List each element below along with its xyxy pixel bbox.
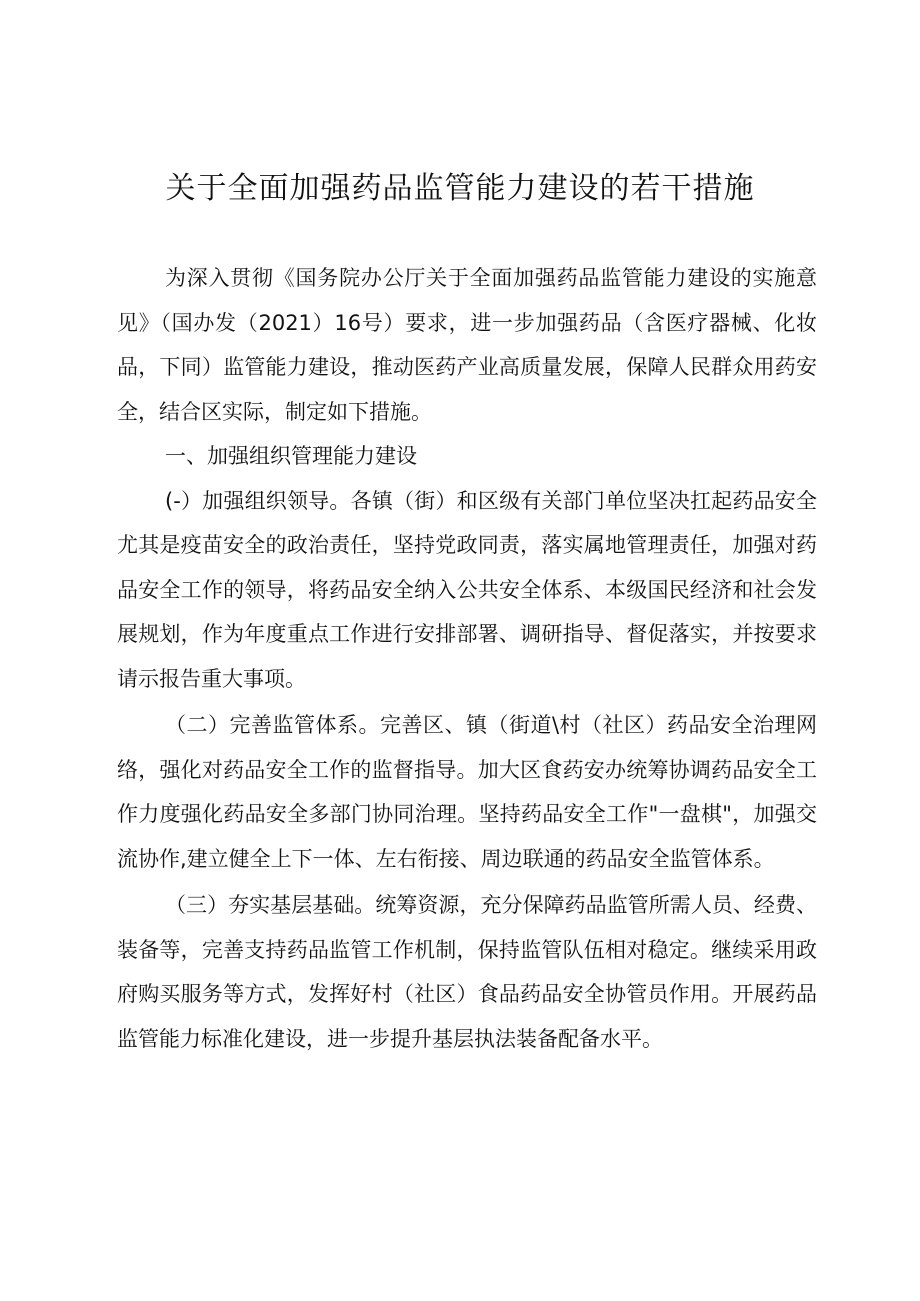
item-paragraph-1: (-）加强组织领导。各镇（街）和区级有关部门单位坚决扛起药品安全尤其是疫苗安全的政治责任，坚持党政同责，落实属地管理责任，加强对药品安全工作的领导，将药品安全纳入公共安全体系、本级国民经济和社会发展规划，作为年度重点工作进行安排部署、调研指导、督促落实，并按要求请示报告重大事项。 — [117, 488, 817, 691]
section-heading: 一、加强组织管理能力建设 — [165, 444, 417, 468]
document-title: 关于全面加强药品监管能力建设的若干措施 — [165, 171, 755, 206]
item-paragraph-2: （二）完善监管体系。完善区、镇（街道\村（社区）药品安全治理网络，强化对药品安全工作的监督指导。加大区食药安办统筹协调药品安全工作力度强化药品安全多部门协同治理。坚持药品安全工作"一盘棋"，加强交流协作,建立健全上下一体、左右衔接、周边联通的药品安全监管体系。 — [117, 713, 817, 871]
document-body — [117, 256, 817, 1061]
item-paragraph-3: （三）夯实基层基础。统筹资源，充分保障药品监管所需人员、经费、装备等，完善支持药品监管工作机制，保持监管队伍相对稳定。继续采用政府购买服务等方式，发挥好村（社区）食品药品安全协管员作用。开展药品监管能力标准化建设，进一步提升基层执法装备配备水平。 — [117, 893, 817, 1051]
intro-paragraph: 为深入贯彻《国务院办公厅关于全面加强药品监管能力建设的实施意见》（国办发（2021）16号）要求，进一步加强药品（含医疗器械、化妆品，下同）监管能力建设，推动医药产业高质量发展，保障人民群众用药安全，结合区实际，制定如下措施。 — [117, 266, 817, 424]
